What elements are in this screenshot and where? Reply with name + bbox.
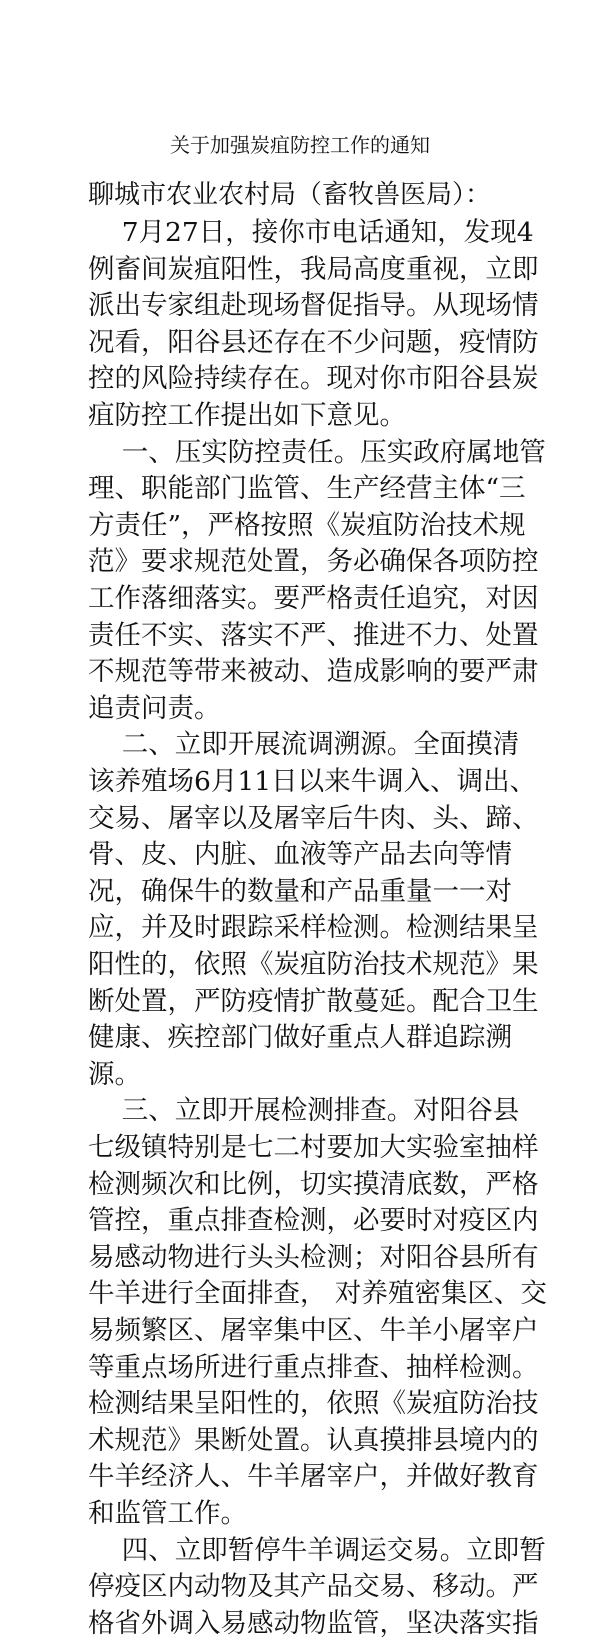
body-line: 牛羊经济人、牛羊屠宰户，并做好教育 — [88, 1461, 539, 1493]
body-line: 范》要求规范处置，务必确保各项防控 — [88, 546, 539, 578]
body-line: 况看，阳谷县还存在不少问题，疫情防 — [88, 326, 539, 358]
body-line: 7月27日，接你市电话通知，发现4 — [88, 217, 534, 248]
body-line: 检测频次和比例，切实摸清底数，严格 — [88, 1168, 539, 1200]
body-line: 停疫区内动物及其产品交易、移动。严 — [88, 1571, 539, 1603]
body-line: 不规范等带来被动、造成影响的要严肃 — [88, 656, 539, 688]
body-line: 况，确保牛的数量和产品重量一一对 — [88, 875, 512, 907]
body-line: 该养殖场6月11日以来牛调入、调出、 — [88, 766, 537, 797]
body-line: 格省外调入易感动物监管，坚决落实指 — [88, 1607, 539, 1639]
body-line: 管控，重点排查检测，必要时对疫区内 — [88, 1205, 539, 1237]
body-line: 牛羊进行全面排查， 对养殖密集区、交 — [88, 1278, 547, 1310]
body-line: 方责任”，严格按照《炭疽防治技术规 — [88, 509, 526, 541]
body-line: 阳性的，依照《炭疽防治技术规范》果 — [88, 949, 539, 980]
document-recipient: 聊城市农业农村局（畜牧兽医局）： — [88, 180, 492, 210]
body-line: 交易、屠宰以及屠宰后牛肉、头、蹄、 — [88, 802, 539, 834]
document-title: 关于加强炭疽防控工作的通知 — [170, 133, 430, 157]
body-line: 追责问责。 — [88, 692, 221, 724]
body-line: 断处置，严防疫情扩散蔓延。配合卫生 — [88, 985, 539, 1017]
body-line: 等重点场所进行重点排查、抽样检测。 — [88, 1351, 539, 1383]
body-line: 易频繁区、屠宰集中区、牛羊小屠宰户 — [88, 1315, 539, 1346]
body-line: 应，并及时跟踪采样检测。检测结果呈 — [88, 912, 539, 944]
body-line: 七级镇特别是七二村要加大实验室抽样 — [88, 1132, 539, 1163]
body-line: 例畜间炭疽阳性，我局高度重视，立即 — [88, 253, 539, 285]
body-line: 易感动物进行头头检测；对阳谷县所有 — [88, 1241, 539, 1273]
body-line: 控的风险持续存在。现对你市阳谷县炭 — [88, 363, 539, 395]
body-line: 责任不实、落实不严、推进不力、处置 — [88, 619, 539, 651]
body-line: 三、立即开展检测排查。对阳谷县 — [88, 1095, 520, 1127]
body-line: 疽防控工作提出如下意见。 — [88, 400, 406, 431]
body-line: 和监管工作。 — [88, 1498, 247, 1529]
body-line: 二、立即开展流调溯源。全面摸清 — [88, 729, 520, 761]
body-line: 检测结果呈阳性的，依照《炭疽防治技 — [88, 1388, 539, 1420]
body-line: 四、立即暂停牛羊调运交易。立即暂 — [88, 1534, 546, 1566]
body-line: 理、职能部门监管、生产经营主体“三 — [88, 473, 526, 505]
body-line: 工作落细落实。要严格责任追究，对因 — [88, 583, 539, 614]
body-line: 术规范》果断处置。认真摸排县境内的 — [88, 1424, 539, 1456]
body-line: 骨、皮、内脏、血液等产品去向等情 — [88, 839, 512, 871]
body-line: 一、压实防控责任。压实政府属地管 — [88, 436, 546, 468]
body-line: 源。 — [88, 1058, 141, 1090]
body-line: 派出专家组赴现场督促指导。从现场情 — [88, 290, 539, 322]
body-line: 健康、疾控部门做好重点人群追踪溯 — [88, 1022, 512, 1054]
